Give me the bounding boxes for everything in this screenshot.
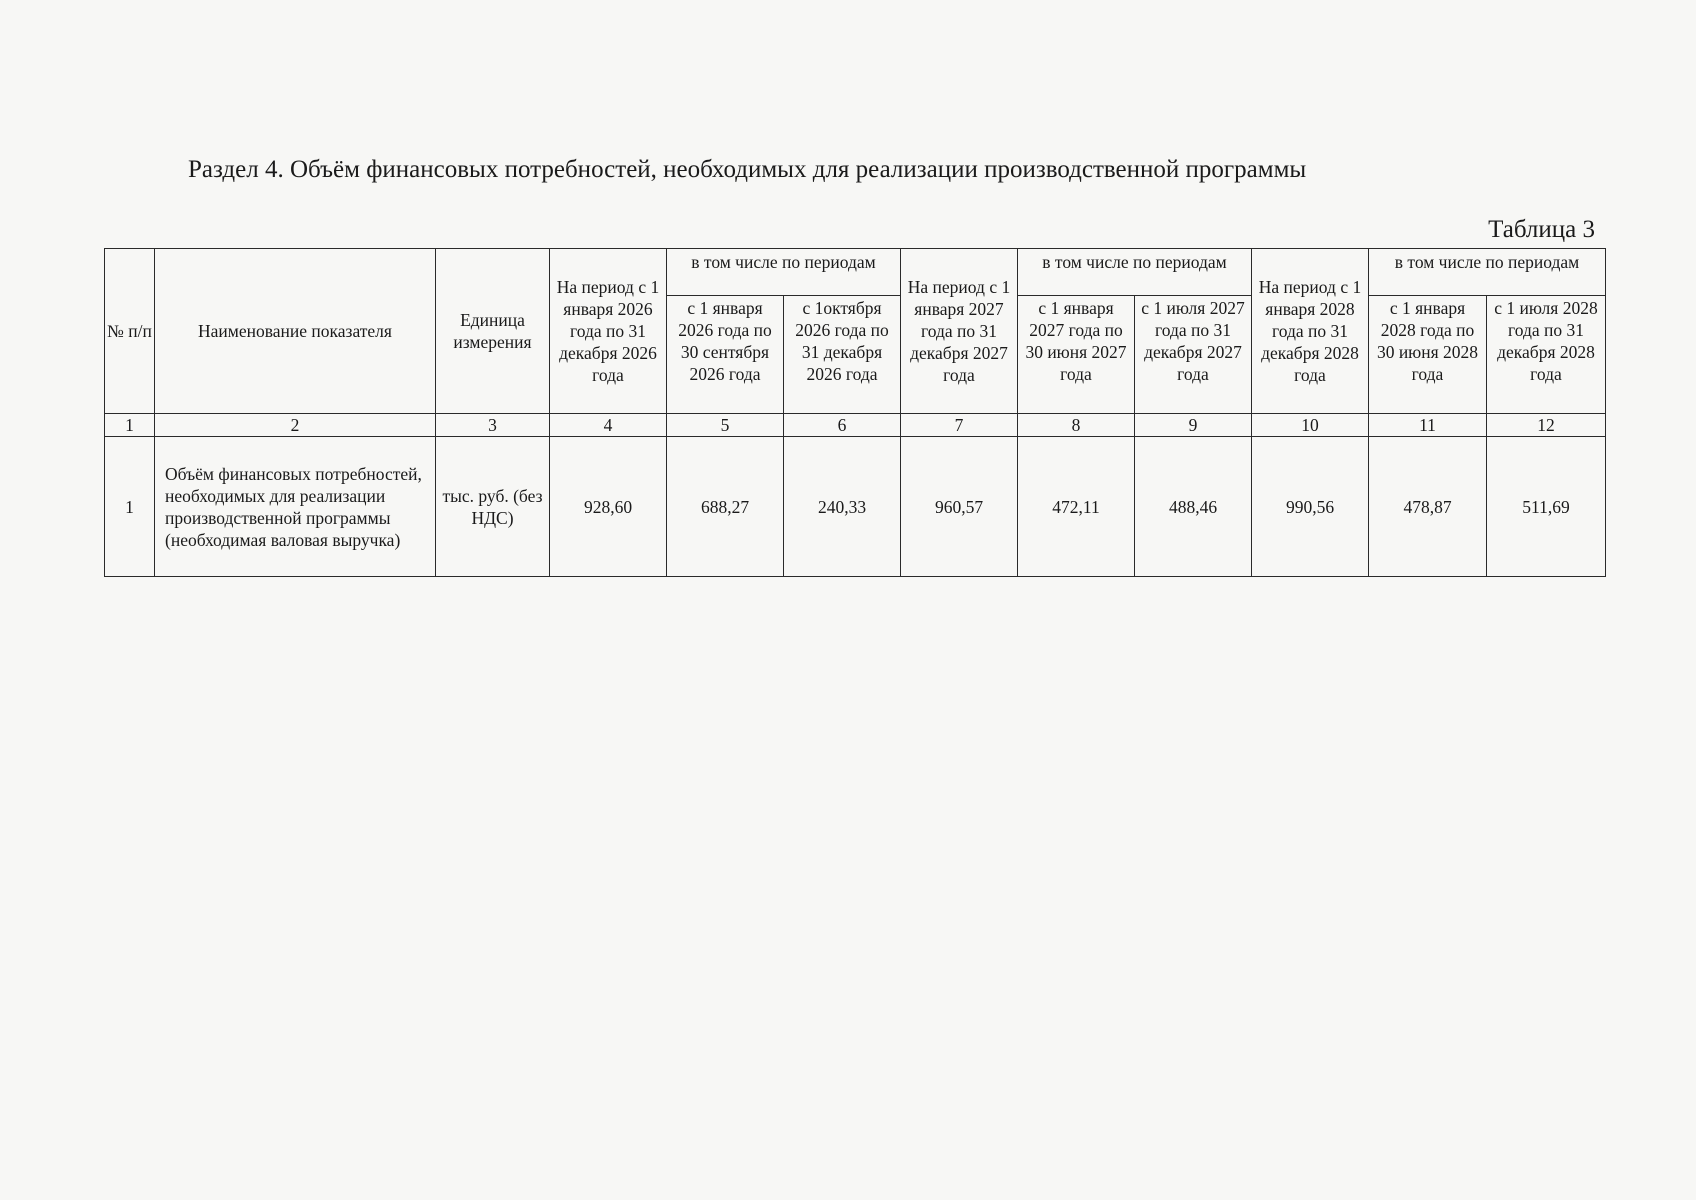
table-label: Таблица 3 [1488, 216, 1595, 243]
column-number: 11 [1369, 414, 1487, 437]
header-2026-part-a: с 1 января 2026 года по 30 сентября 2026 года [667, 296, 784, 414]
column-number: 4 [550, 414, 667, 437]
column-number: 8 [1018, 414, 1135, 437]
header-num: № п/п [105, 249, 155, 414]
financial-needs-table [104, 248, 1606, 577]
value-2026-total: 928,60 [550, 437, 667, 577]
column-number: 9 [1135, 414, 1252, 437]
value-2026-part-a: 688,27 [667, 437, 784, 577]
value-2027-total: 960,57 [901, 437, 1018, 577]
table-row [105, 437, 1606, 577]
value-2027-part-b: 488,46 [1135, 437, 1252, 577]
row-num: 1 [105, 437, 155, 577]
header-group-2026: в том числе по периодам [667, 249, 901, 296]
column-number-row [105, 414, 1606, 437]
value-2028-part-b: 511,69 [1487, 437, 1606, 577]
row-unit: тыс. руб. (без НДС) [436, 437, 550, 577]
value-2026-part-b: 240,33 [784, 437, 901, 577]
header-name: Наименование показателя [155, 249, 436, 414]
column-number: 2 [155, 414, 436, 437]
header-period-2028: На период с 1 января 2028 года по 31 декабря 2028 года [1252, 249, 1369, 414]
header-2028-part-b: с 1 июля 2028 года по 31 декабря 2028 года [1487, 296, 1606, 414]
header-period-2027: На период с 1 января 2027 года по 31 декабря 2027 года [901, 249, 1018, 414]
header-2027-part-a: с 1 января 2027 года по 30 июня 2027 года [1018, 296, 1135, 414]
header-period-2026: На период с 1 января 2026 года по 31 декабря 2026 года [550, 249, 667, 414]
value-2028-part-a: 478,87 [1369, 437, 1487, 577]
row-indicator-name: Объём финансовых потребностей, необходимых для реализации производственной программы (необходимая валовая выручка) [155, 437, 436, 577]
column-number: 7 [901, 414, 1018, 437]
header-2027-part-b: с 1 июля 2027 года по 31 декабря 2027 года [1135, 296, 1252, 414]
value-2028-total: 990,56 [1252, 437, 1369, 577]
column-number: 6 [784, 414, 901, 437]
value-2027-part-a: 472,11 [1018, 437, 1135, 577]
column-number: 1 [105, 414, 155, 437]
header-group-2028: в том числе по периодам [1369, 249, 1606, 296]
column-number: 10 [1252, 414, 1369, 437]
header-2028-part-a: с 1 января 2028 года по 30 июня 2028 года [1369, 296, 1487, 414]
header-unit: Единица измерения [436, 249, 550, 414]
column-number: 5 [667, 414, 784, 437]
section-title: Раздел 4. Объём финансовых потребностей, необходимых для реализации производственной программы [188, 156, 1307, 183]
header-group-2027: в том числе по периодам [1018, 249, 1252, 296]
column-number: 12 [1487, 414, 1606, 437]
column-number: 3 [436, 414, 550, 437]
header-2026-part-b: с 1октября 2026 года по 31 декабря 2026 года [784, 296, 901, 414]
